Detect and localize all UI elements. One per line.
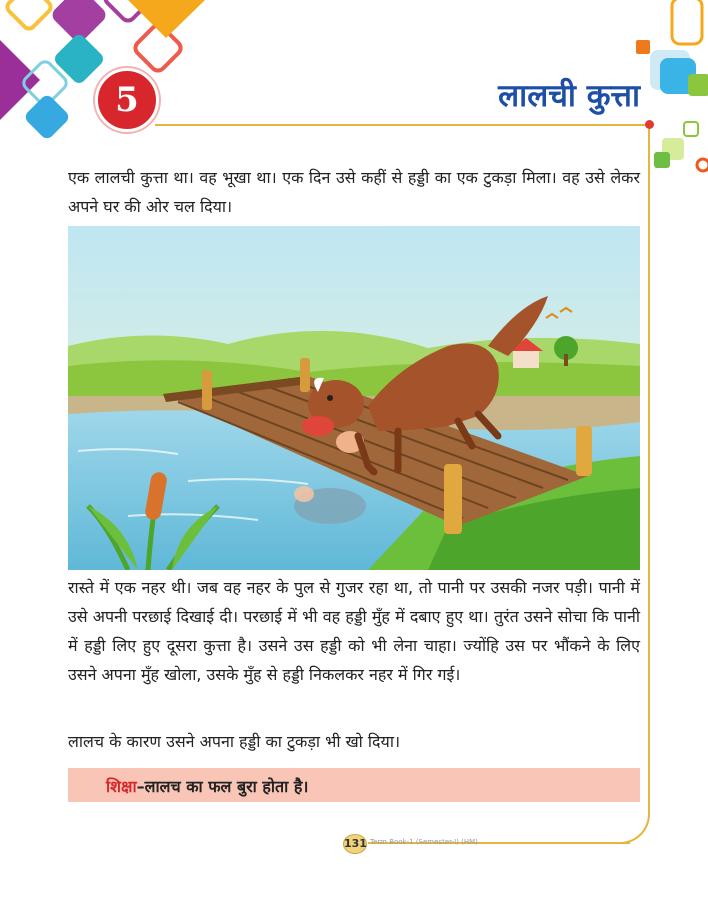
- chapter-title: लालची कुत्ता: [498, 78, 640, 114]
- page-border-corner: [608, 800, 650, 844]
- chapter-number: 5: [95, 68, 159, 132]
- moral-box: [68, 768, 640, 802]
- story-paragraph-2: रास्ते में एक नहर थी। जब वह नहर के पुल से गुजर रहा था, तो पानी पर उसकी नजर पड़ी। पानी में उसे अपनी परछाई दिखाई दी। परछाई में भी वह हड्डी मुँह में दबाए हुए था। तुरंत उसने सोचा कि पानी में हड्डी लिए हुए दूसरा कुत्ता है। उसने उस हड्डी को भी लेना चाहा। ज्योंहि उस पर भौंकने के लिए उसने अपना मुँह खोला, उसके मुँह से हड्डी निकलकर नहर में गिर गई।: [68, 578, 640, 684]
- moral-text: –लालच का फल बुरा होता है।: [136, 777, 309, 796]
- page-number: 131: [343, 834, 367, 854]
- story-paragraph-3: लालच के कारण उसने अपना हड्डी का टुकड़ा भी खो दिया।: [68, 732, 401, 751]
- title-divider: [155, 124, 649, 126]
- title-divider-dot: [645, 120, 654, 129]
- moral-line: [106, 775, 308, 797]
- right-decoration: [628, 0, 708, 180]
- footer-book-title: Term Book-1 (Semester-I) (HM): [370, 838, 478, 846]
- moral-label: शिक्षा: [106, 777, 137, 796]
- page-border-right: [648, 129, 650, 811]
- story-paragraph-1: एक लालची कुत्ता था। वह भूखा था। एक दिन उसे कहीं से हड्डी का एक टुकड़ा मिला। वह उसे लेकर अपने घर की ओर चल दिया।: [68, 168, 640, 216]
- story-illustration: [68, 226, 640, 570]
